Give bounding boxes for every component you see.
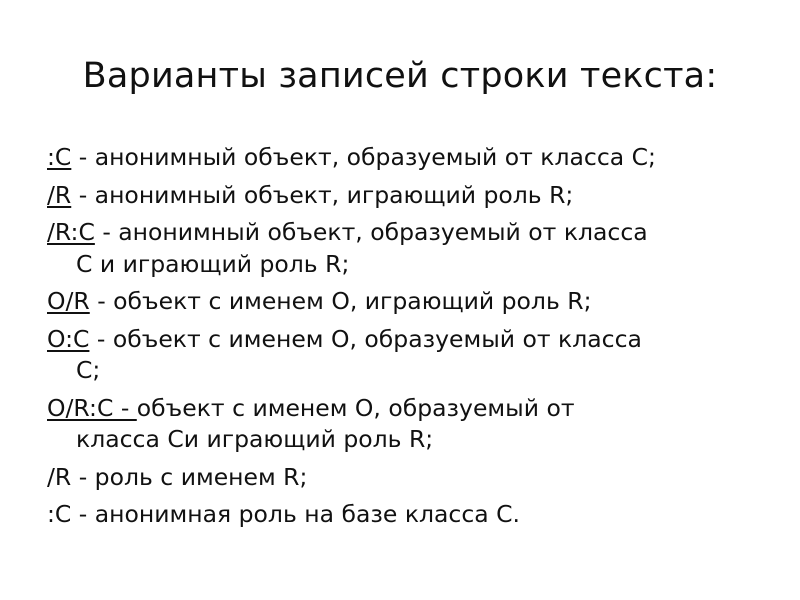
notation-term: /R [47, 180, 72, 209]
notation-description: - объект с именем O, образуемый от класса [89, 324, 642, 353]
notation-term: O/R:C - [47, 393, 137, 422]
notation-description: - анонимный объект, играющий роль R; [71, 180, 574, 209]
notation-term: O:C [47, 324, 90, 353]
notation-description-continuation: класса Cи играющий роль R; [76, 425, 434, 453]
list-item-anon-role-class [47, 499, 747, 531]
notation-description: объект с именем O, образуемый от [136, 393, 575, 422]
notation-term: O/R [47, 287, 90, 315]
list-item-anon-object-role-class [47, 217, 747, 280]
notation-description-continuation: C и играющий роль R; [76, 249, 350, 278]
notation-term: /R:C [47, 218, 95, 246]
list-item-named-role [47, 462, 747, 494]
list-item-named-object-role [47, 286, 747, 318]
notation-description: - анонимная роль на базе класса C. [71, 500, 521, 528]
notation-list [47, 142, 747, 531]
notation-description: - анонимный объект, образуемый от класса C; [71, 143, 656, 171]
list-item-named-object-class [47, 324, 747, 387]
slide-title: Варианты записей строки текста: [82, 56, 718, 96]
list-item-named-object-role-class [47, 393, 747, 456]
notation-term: /R [47, 462, 72, 491]
notation-term: :C [47, 500, 72, 528]
notation-term: :C [47, 143, 72, 171]
list-item-anon-object-role [47, 180, 747, 212]
list-item-anon-object-class [47, 142, 747, 174]
notation-description: - объект с именем O, играющий роль R; [89, 287, 592, 315]
notation-description-continuation: C; [76, 356, 101, 384]
notation-description: - анонимный объект, образуемый от класса [94, 218, 648, 246]
notation-description: - роль с именем R; [71, 462, 308, 491]
